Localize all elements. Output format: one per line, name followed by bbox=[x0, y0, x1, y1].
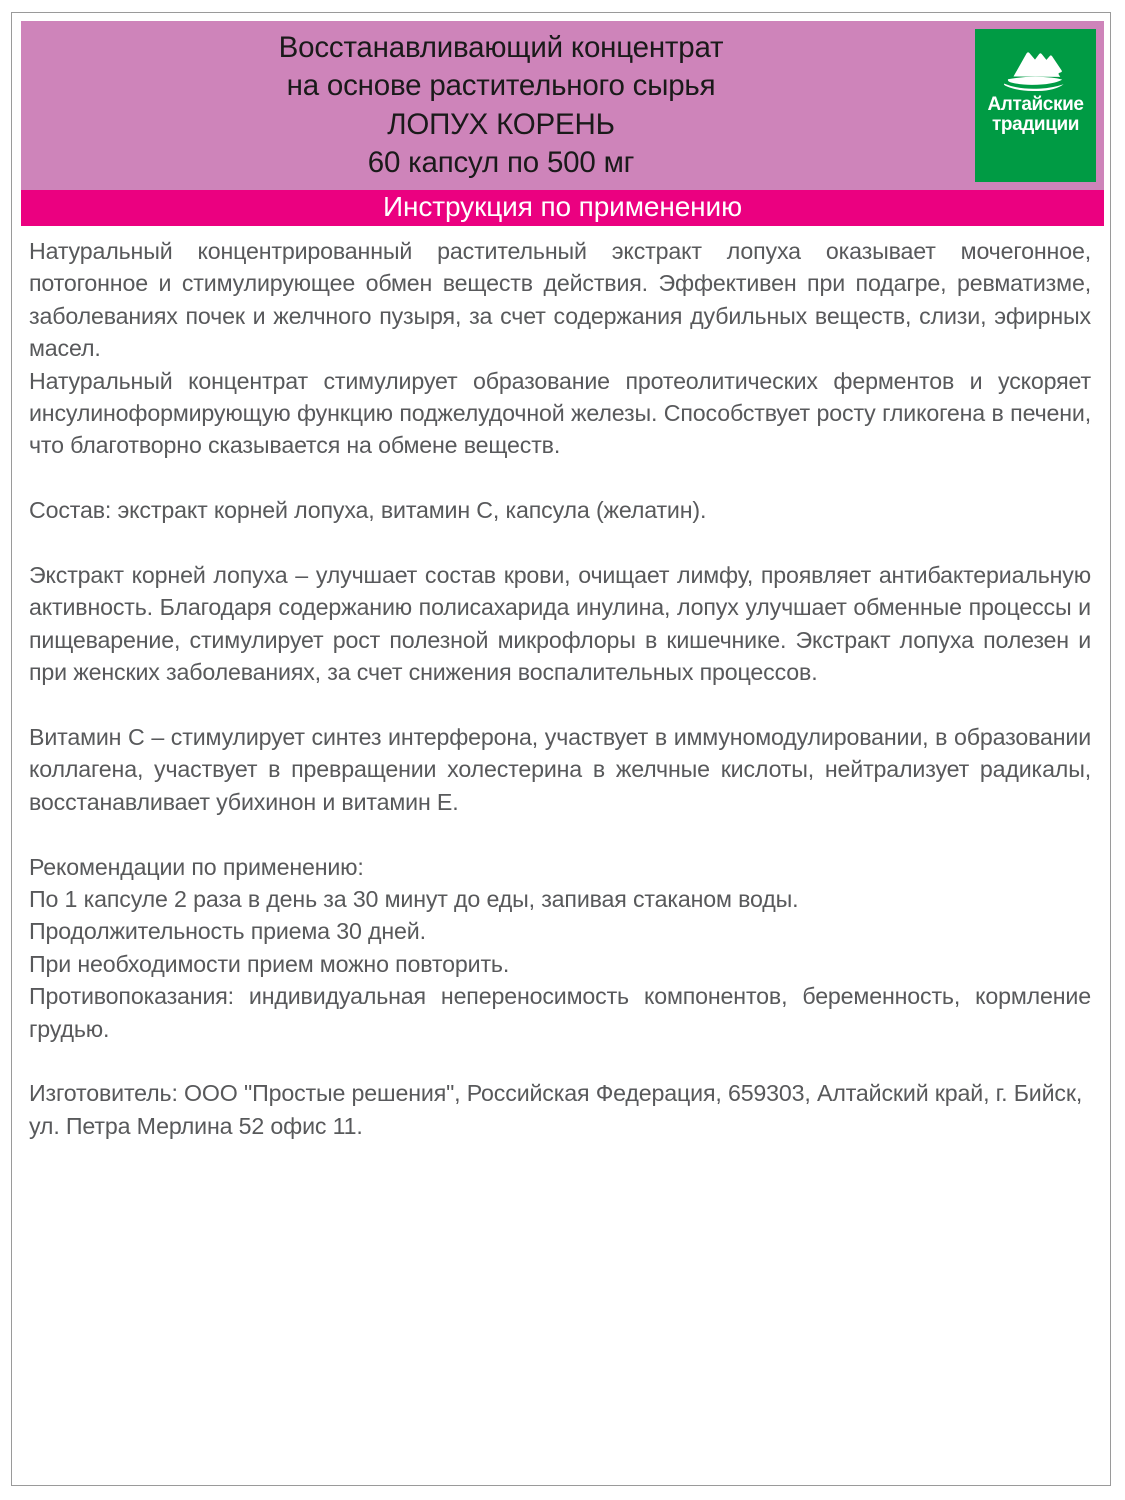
mountain-icon bbox=[999, 45, 1073, 91]
paragraph-gap bbox=[29, 462, 1091, 494]
paragraph-dosage: По 1 капсуле 2 раза в день за 30 минут до еды, запивая стаканом воды. bbox=[29, 886, 799, 913]
instruction-leaflet-page bbox=[11, 12, 1111, 1486]
paragraph-gap bbox=[29, 818, 1091, 850]
product-name: ЛОПУХ КОРЕНЬ bbox=[387, 107, 615, 141]
leaflet-body bbox=[29, 235, 1091, 1142]
paragraph-gap bbox=[29, 689, 1091, 721]
paragraph-contraindications: Противопоказания: индивидуальная непереносимость компонентов, беременность, кормление грудью. bbox=[29, 983, 1091, 1042]
paragraph-description-1: Натуральный концентрированный растительный экстракт лопуха оказывает мочегонное, потогонное и стимулирующее обмен веществ действия. Эффективен при подагре, ревматизме, заболеваниях почек и желчного пузыря, за счет содержания дубильных веществ, слизи, эфирных масел. bbox=[29, 238, 1091, 362]
brand-name-line-2: традиции bbox=[991, 113, 1080, 135]
product-title-block bbox=[21, 29, 981, 182]
brand-logo bbox=[975, 29, 1096, 182]
product-dosage: 60 капсул по 500 мг bbox=[367, 146, 635, 180]
paragraph-composition: Состав: экстракт корней лопуха, витамин С, капсула (желатин). bbox=[29, 497, 707, 524]
product-title-line-1: Восстанавливающий концентрат bbox=[278, 31, 724, 64]
paragraph-repeat: При необходимости прием можно повторить. bbox=[29, 950, 510, 977]
paragraph-duration: Продолжительность приема 30 дней. bbox=[29, 918, 426, 945]
paragraph-burdock-extract: Экстракт корней лопуха – улучшает состав крови, очищает лимфу, проявляет антибактериальную активность. Благодаря содержанию полисахарида инулина, лопух улучшает обменные процессы и пищеварение, стимулирует рост полезной микрофлоры в кишечнике. Экстракт лопуха полезен и при женских заболеваниях, за счет снижения воспалительных процессов. bbox=[29, 562, 1091, 686]
product-title-line-2: на основе растительного сырья bbox=[286, 69, 716, 103]
brand-name-line-1: Алтайские bbox=[987, 94, 1084, 115]
paragraph-vitamin-c: Витамин С – стимулирует синтез интерферона, участвует в иммуномодулировании, в образовании коллагена, участвует в превращении холестерина в желчные кислоты, нейтрализует радикалы, восстанавливает убихинон и витамин Е. bbox=[29, 724, 1091, 815]
paragraph-gap bbox=[29, 527, 1091, 559]
paragraph-description-2: Натуральный концентрат стимулирует образование протеолитических ферментов и ускоряет инсулиноформирующую функцию поджелудочной железы. Способствует росту гликогена в печени, что благотворно сказывается на обмене веществ. bbox=[29, 367, 1091, 459]
paragraph-usage-heading: Рекомендации по применению: bbox=[29, 853, 364, 880]
instructions-banner-label: Инструкция по применению bbox=[383, 191, 742, 222]
product-header-band bbox=[21, 21, 1104, 190]
paragraph-gap bbox=[29, 1045, 1091, 1077]
instructions-banner bbox=[21, 190, 1104, 226]
paragraph-manufacturer: Изготовитель: ООО "Простые решения", Российская Федерация, 659303, Алтайский край, г. Бийск, ул. Петра Мерлина 52 офис 11. bbox=[29, 1080, 1083, 1139]
